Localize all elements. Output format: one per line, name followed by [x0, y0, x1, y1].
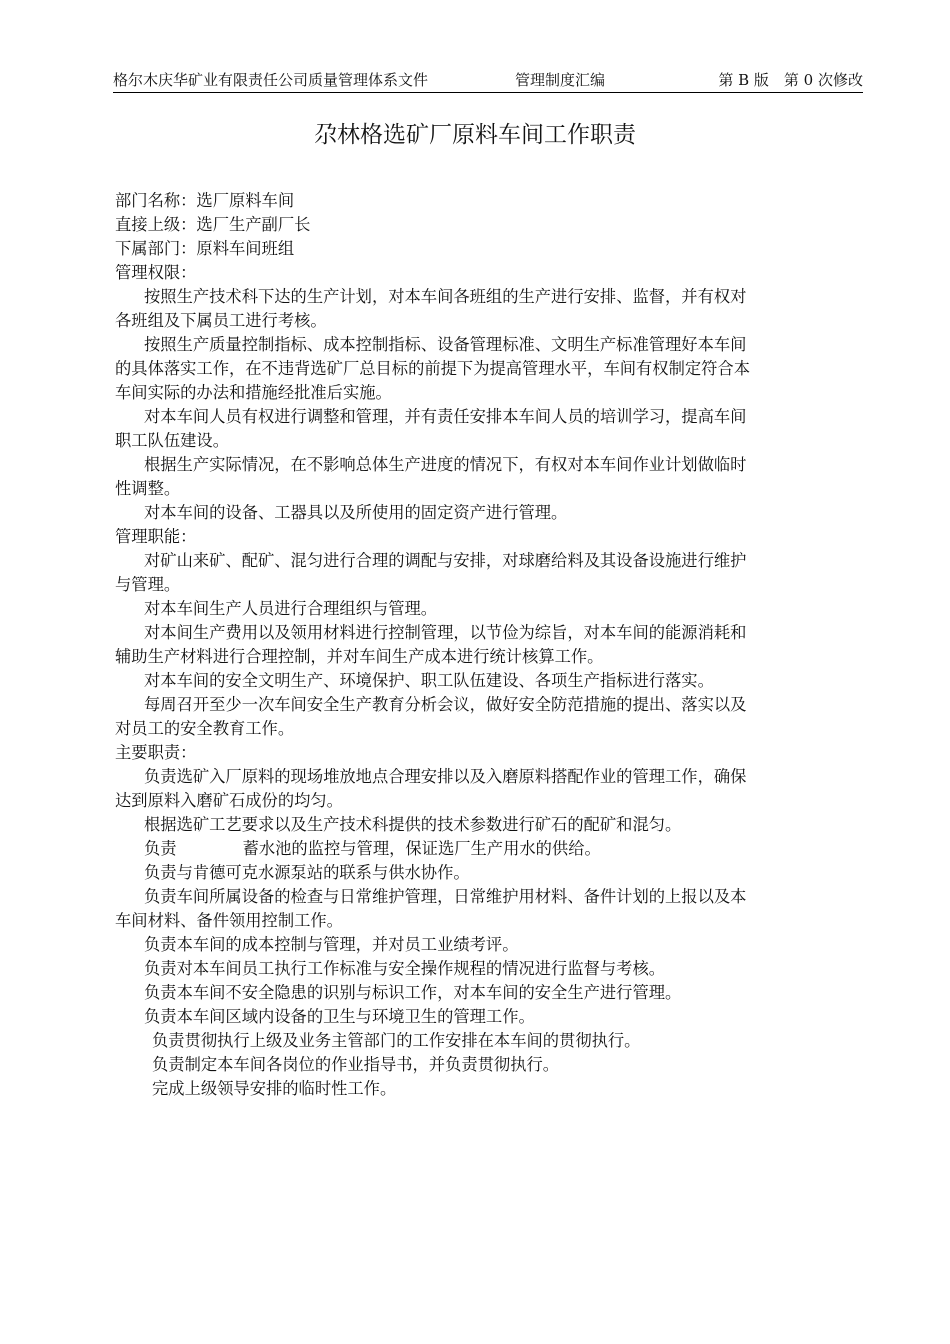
duties-line-part: 负责 — [144, 839, 177, 858]
functions-line: 对本车间的安全文明生产、环境保护、职工队伍建设、各项生产指标进行落实。 — [144, 671, 714, 690]
duties-heading: 主要职责： — [115, 743, 197, 762]
functions-line: 对本间生产费用以及领用材料进行控制管理，以节俭为综旨，对本车间的能源消耗和 — [144, 623, 747, 642]
document-body — [115, 189, 863, 1101]
duties-line: 车间材料、备件领用控制工作。 — [115, 911, 343, 930]
duties-line: 达到原料入磨矿石成份的均匀。 — [115, 791, 343, 810]
duties-line-split — [115, 837, 863, 861]
duties-line-part: 蓄水池的监控与管理，保证选厂生产用水的供给。 — [242, 839, 601, 858]
duties-line: 负责本车间区域内设备的卫生与环境卫生的管理工作。 — [144, 1007, 535, 1026]
duties-line: 负责本车间不安全隐患的识别与标识工作，对本车间的安全生产进行管理。 — [144, 983, 682, 1002]
duties-line: 负责选矿入厂原料的现场堆放地点合理安排以及入磨原料搭配作业的管理工作，确保 — [144, 767, 747, 786]
functions-line: 对员工的安全教育工作。 — [115, 719, 295, 738]
authority-heading: 管理权限： — [115, 263, 197, 282]
functions-line: 每周召开至少一次车间安全生产教育分析会议，做好安全防范措施的提出、落实以及 — [144, 695, 747, 714]
authority-line: 按照生产技术科下达的生产计划，对本车间各班组的生产进行安排、监督，并有权对 — [144, 287, 747, 306]
authority-line: 车间实际的办法和措施经批准后实施。 — [115, 383, 392, 402]
functions-line: 对本车间生产人员进行合理组织与管理。 — [144, 599, 438, 618]
functions-line: 辅助生产材料进行合理控制，并对车间生产成本进行统计核算工作。 — [115, 647, 604, 666]
duties-line: 根据选矿工艺要求以及生产技术科提供的技术参数进行矿石的配矿和混匀。 — [144, 815, 682, 834]
duties-line: 负责对本车间员工执行工作标准与安全操作规程的情况进行监督与考核。 — [144, 959, 666, 978]
functions-line: 与管理。 — [115, 575, 181, 594]
authority-line: 按照生产质量控制指标、成本控制指标、设备管理标准、文明生产标准管理好本车间 — [144, 335, 747, 354]
duties-line: 负责车间所属设备的检查与日常维护管理，日常维护用材料、备件计划的上报以及本 — [144, 887, 747, 906]
duties-line: 负责与肯德可克水源泵站的联系与供水协作。 — [144, 863, 470, 882]
header-company: 格尔木庆华矿业有限责任公司质量管理体系文件 — [113, 71, 429, 89]
functions-line: 对矿山来矿、配矿、混匀进行合理的调配与安排，对球磨给料及其设备设施进行维护 — [144, 551, 747, 570]
authority-line: 根据生产实际情况，在不影响总体生产进度的情况下，有权对本车间作业计划做临时 — [144, 455, 747, 474]
authority-line: 对本车间人员有权进行调整和管理，并有责任安排本车间人员的培训学习，提高车间 — [144, 407, 747, 426]
authority-line: 性调整。 — [115, 479, 181, 498]
authority-line: 职工队伍建设。 — [115, 431, 229, 450]
functions-heading: 管理职能： — [115, 527, 197, 546]
dept-subordinate: 下属部门：原料车间班组 — [115, 239, 295, 258]
page-header — [113, 68, 863, 93]
authority-line: 的具体落实工作，在不违背选矿厂总目标的前提下为提高管理水平，车间有权制定符合本 — [115, 359, 750, 378]
header-collection: 管理制度汇编 — [515, 71, 606, 89]
duties-line: 完成上级领导安排的临时性工作。 — [152, 1079, 397, 1098]
duties-line: 负责贯彻执行上级及业务主管部门的工作安排在本车间的贯彻执行。 — [152, 1031, 641, 1050]
duties-line: 负责制定本车间各岗位的作业指导书，并负责贯彻执行。 — [152, 1055, 560, 1074]
authority-line: 各班组及下属员工进行考核。 — [115, 311, 327, 330]
header-version: 第 B 版 第 0 次修改 — [718, 71, 863, 89]
dept-name: 部门名称：选厂原料车间 — [115, 191, 295, 210]
duties-line: 负责本车间的成本控制与管理，并对员工业绩考评。 — [144, 935, 519, 954]
dept-superior: 直接上级：选厂生产副厂长 — [115, 215, 311, 234]
authority-line: 对本车间的设备、工器具以及所使用的固定资产进行管理。 — [144, 503, 568, 522]
document-title: 尕林格选矿厂原料车间工作职责 — [314, 122, 636, 148]
